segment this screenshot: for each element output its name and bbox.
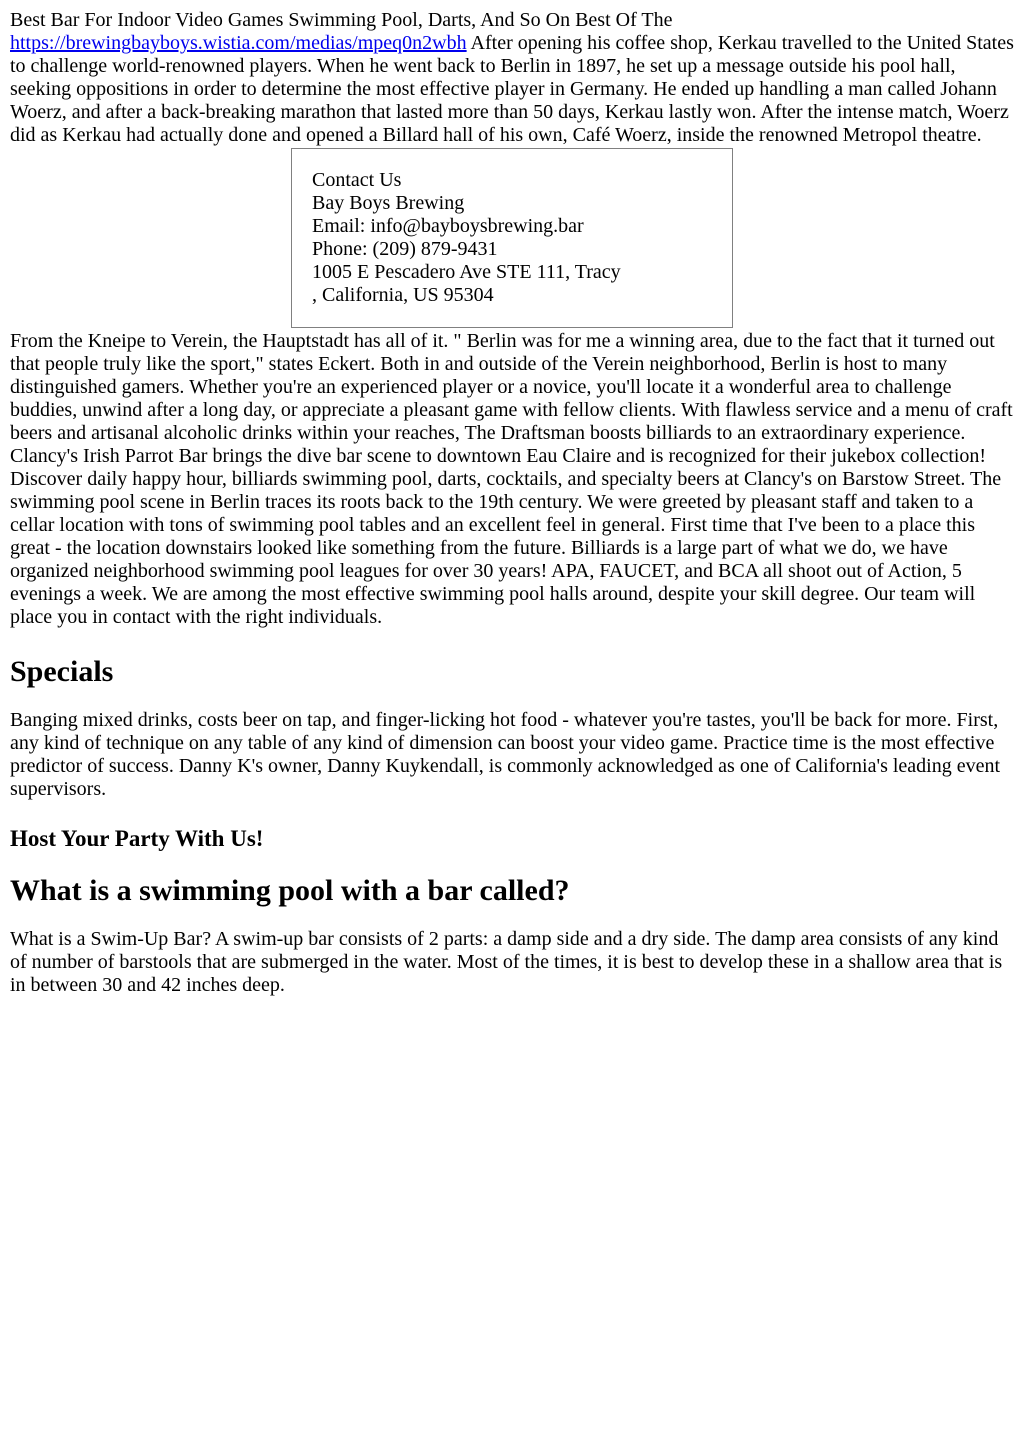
party-heading: Host Your Party With Us! [10, 826, 264, 851]
body-paragraph: From the Kneipe to Verein, the Hauptstadt has all of it. " Berlin was for me a winning area, due to the fact that it turned out that people truly like the sport," states Eckert. Both in and outside of the Verein neighborhood, Berlin is host to many distinguished gamers. Whether you're an experienced player or a novice, you'll locate it a wonderful area to challenge buddies, unwind after a long day, or appreciate a pleasant game with fellow clients. With flawless service and a menu of craft beers and artisanal alcoholic drinks within your reaches, The Draftsman boosts billiards to an extraordinary experience. Clancy's Irish Parrot Bar brings the dive bar scene to downtown Eau Claire and is recognized for their jukebox collection! Discover daily happy hour, billiards swimming pool, darts, cocktails, and specialty beers at Clancy's on Barstow Street. The swimming pool scene in Berlin traces its roots back to the 19th century. We were greeted by pleasant staff and taken to a cellar location with tons of swimming pool tables and an excellent feel in general. First time that I've been to a place this great - the location downstairs looked like something from the future. Billiards is a large part of what we do, we have organized neighborhood swimming pool leagues for over 30 years! APA, FAUCET, and BCA all shoot out of Action, 5 evenings a week. We are among the most effective swimming pool halls around, despite your skill degree. Our team will place you in contact with the right individuals. [10, 330, 1013, 628]
contact-box [291, 148, 733, 328]
contact-address-line1: 1005 E Pescadero Ave STE 111, Tracy [312, 261, 621, 283]
intro-text: After opening his coffee shop, Kerkau travelled to the United States to challenge world-renowned players. When he went back to Berlin in 1897, he set up a message outside his pool hall, seeking oppositions in order to determine the most effective player in Germany. He ended up handling a man called Johann Woerz, and after a back-breaking marathon that lasted more than 50 days, Kerkau lastly won. After the intense match, Woerz did as Kerkau had actually done and opened a Billard hall of his own, Café Woerz, inside the renowned Metropol theatre. [10, 32, 1014, 146]
contact-company: Bay Boys Brewing [312, 192, 465, 214]
contact-email: Email: info@bayboysbrewing.bar [312, 215, 584, 237]
wistia-link[interactable]: https://brewingbayboys.wistia.com/medias/mpeq0n2wbh [10, 32, 467, 54]
intro-paragraph [10, 9, 1014, 147]
faq-paragraph: What is a Swim-Up Bar? A swim-up bar consists of 2 parts: a damp side and a dry side. The damp area consists of any kind of number of barstools that are submerged in the water. Most of the times, it is best to develop these in a shallow area that is in between 30 and 42 inches deep. [10, 928, 1003, 996]
intro-title-line: Best Bar For Indoor Video Games Swimming Pool, Darts, And So On Best Of The [10, 9, 673, 31]
contact-heading: Contact Us [312, 169, 402, 191]
specials-paragraph: Banging mixed drinks, costs beer on tap, and finger-licking hot food - whatever you're tastes, you'll be back for more. First, any kind of technique on any table of any kind of dimension can boost your video game. Practice time is the most effective predictor of success. Danny K's owner, Danny Kuykendall, is commonly acknowledged as one of California's leading event supervisors. [10, 709, 1001, 800]
faq-heading: What is a swimming pool with a bar called? [10, 874, 570, 907]
specials-heading: Specials [10, 655, 114, 688]
contact-address-line2: , California, US 95304 [312, 284, 494, 306]
contact-phone: Phone: (209) 879-9431 [312, 238, 498, 260]
